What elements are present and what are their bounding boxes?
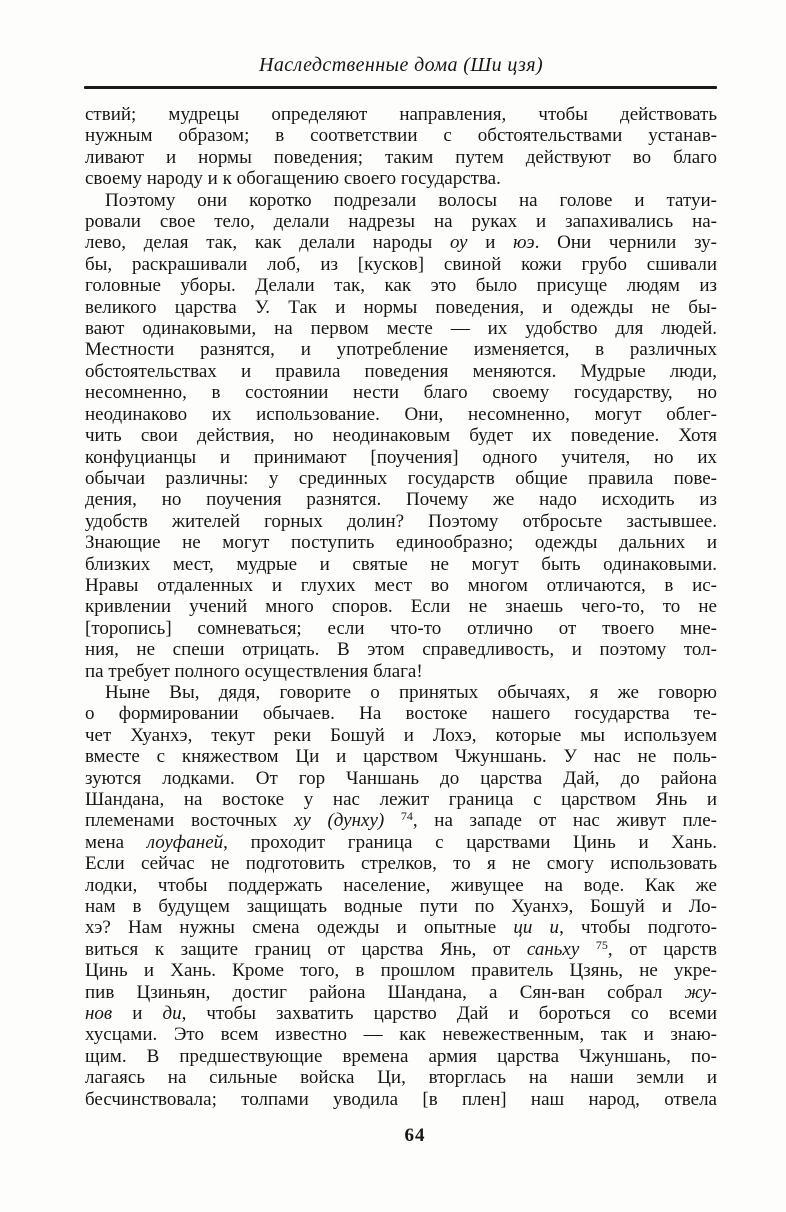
page-number: 64 <box>404 1125 426 1146</box>
body-text <box>85 104 717 1110</box>
text-line <box>85 168 717 189</box>
text-line <box>85 1046 717 1067</box>
text-line <box>85 254 717 275</box>
text-segment: па требует полного осуществления блага! <box>85 660 423 682</box>
text-line <box>85 596 717 617</box>
text-segment: ливают и нормы поведения; таким путем действуют во благо <box>85 146 717 168</box>
text-segment: бы, раскрашивали лоб, из [кусков] свиной кожи грубо сшивали <box>85 253 717 275</box>
text-segment: Нравы отдаленных и глухих мест во многом отличаются, в ис- <box>85 574 717 596</box>
footnote-reference: 74 <box>400 809 413 824</box>
text-line <box>85 896 717 917</box>
text-line <box>85 768 717 789</box>
text-segment: , на западе от нас живут пле- <box>412 810 717 832</box>
text-segment: своему народу и к обогащению своего государства. <box>85 168 501 190</box>
text-segment: чить свои действия, но неодинаковым будет их поведение. Хотя <box>85 425 717 447</box>
text-line <box>85 554 717 575</box>
text-line <box>85 789 717 810</box>
text-segment: [торопись] сомневаться; если что-то отлично от твоего мне- <box>85 617 717 639</box>
text-segment: Цинь и Хань. Кроме того, в прошлом правитель Цзянь, не укре- <box>85 960 717 982</box>
text-segment: о формировании обычаев. На востоке нашего государства те- <box>85 703 717 725</box>
text-line <box>85 147 717 168</box>
text-segment: Шандана, на востоке у нас лежит граница с царством Янь и <box>85 789 717 810</box>
text-line <box>85 382 717 403</box>
text-segment: , от царств <box>607 938 717 960</box>
text-segment: кривлении учений много споров. Если не знаешь чего-то, то не <box>85 596 717 618</box>
text-segment: головные уборы. Делали так, как это было присуще людям из <box>85 275 717 297</box>
text-line <box>85 939 717 960</box>
text-line <box>85 575 717 596</box>
text-segment: вместе с княжеством Ци и царством Чжуншань. У нас не поль- <box>85 746 717 768</box>
text-line <box>85 982 717 1003</box>
text-line <box>85 703 717 724</box>
header-rule-divider <box>84 86 717 89</box>
text-line <box>85 297 717 318</box>
text-segment <box>579 939 596 960</box>
text-line <box>85 682 717 703</box>
running-header: Наследственные дома (Ши цзя) <box>258 54 544 76</box>
italic-term: лоуфаней <box>146 831 224 853</box>
text-segment: Если сейчас не подготовить стрелков, то я не смогу использовать <box>85 853 717 875</box>
text-segment: хэ? Нам нужны смена одежды и опытные <box>85 917 514 939</box>
text-segment: племенами восточных <box>85 810 294 832</box>
text-segment: . Они чернили зу- <box>534 232 718 254</box>
text-segment: нам в будущем защищать водные пути по Хуанхэ, Бошуй и Ло- <box>85 896 717 918</box>
text-segment: виться к защите границ от царства Янь, от <box>85 938 527 960</box>
text-segment: Ныне Вы, дядя, говорите о принятых обычаях, я же говорю <box>105 681 717 703</box>
text-segment: дения, но поучения разнятся. Почему же надо исходить из <box>85 489 717 511</box>
text-segment: Местности разнятся, и употребление изменяется, в различных <box>85 339 717 361</box>
text-segment: , чтобы захватить царство Дай и бороться со всеми <box>181 1003 717 1025</box>
text-segment: и <box>467 232 514 254</box>
text-segment: чет Хуанхэ, текут реки Бошуй и Лохэ, которые мы используем <box>85 724 717 746</box>
text-line <box>85 125 717 146</box>
text-segment: Поэтому они коротко подрезали волосы на голове и татуи- <box>105 189 717 211</box>
text-line <box>85 511 717 532</box>
text-segment: нужным образом; в соответствии с обстоятельствами устанав- <box>85 125 717 147</box>
italic-term: саньху <box>526 938 580 960</box>
text-segment: конфуцианцы и принимают [поучения] одного учителя, но их <box>85 446 717 468</box>
text-line <box>85 746 717 767</box>
text-line <box>85 1089 717 1110</box>
text-segment <box>384 810 401 831</box>
text-line <box>85 1024 717 1045</box>
footnote-reference: 75 <box>595 937 608 952</box>
text-segment: зуются лодками. От гор Чаншань до царства Дай, до района <box>85 767 717 789</box>
text-segment: вают одинаковыми, на первом месте — их удобство для людей. <box>85 318 717 340</box>
italic-term: оу <box>449 232 468 254</box>
text-line <box>85 661 717 682</box>
text-line <box>85 618 717 639</box>
text-segment: лево, делая так, как делали народы <box>85 232 450 254</box>
text-segment: щим. В предшествующие времена армия царства Чжуншань, по- <box>85 1045 717 1067</box>
italic-term: ди <box>162 1003 182 1025</box>
text-line <box>85 832 717 853</box>
italic-term: юэ <box>513 232 535 254</box>
text-line <box>85 917 717 938</box>
text-line <box>85 725 717 746</box>
text-segment: и <box>112 1003 163 1025</box>
text-line <box>85 489 717 510</box>
text-line <box>85 275 717 296</box>
text-line <box>85 1067 717 1088</box>
text-segment: лагаясь на сильные войска Ци, вторглась на наши земли и <box>85 1067 717 1089</box>
text-segment: , чтобы подгото- <box>559 917 718 939</box>
text-segment: бесчинствовала; толпами уводила [в плен] наш народ, отвела <box>85 1088 717 1110</box>
text-segment: лодки, чтобы поддержать население, живущее на воде. Как же <box>85 874 717 896</box>
text-segment: обстоятельствах и правила поведения меняются. Мудрые люди, <box>85 360 717 382</box>
text-line <box>85 425 717 446</box>
text-segment: хусцами. Это всем известно — как невежественным, так и знаю- <box>85 1024 717 1046</box>
text-line <box>85 532 717 553</box>
text-line <box>85 318 717 339</box>
text-line <box>85 875 717 896</box>
text-line <box>85 339 717 360</box>
text-line <box>85 468 717 489</box>
text-line <box>85 1003 717 1024</box>
italic-term: ци и <box>513 917 560 939</box>
text-segment: мена <box>85 831 147 853</box>
text-line <box>85 232 717 253</box>
text-line <box>85 104 717 125</box>
text-segment: , проходит граница с царствами Цинь и Хань. <box>223 831 718 853</box>
italic-term: жу- <box>684 981 717 1003</box>
text-segment: пив Цзиньян, достиг района Шандана, а Сян-ван собрал <box>85 981 685 1003</box>
text-line <box>85 190 717 211</box>
text-segment: несомненно, в состоянии нести благо своему государству, но <box>85 382 717 404</box>
text-segment: Знающие не могут поступить единообразно; одежды дальних и <box>85 532 717 554</box>
text-line <box>85 447 717 468</box>
text-segment: неодинаково их использование. Они, несомненно, могут облег- <box>85 403 717 425</box>
text-segment: ровали свое тело, делали надрезы на руках и запахивались на- <box>85 211 717 233</box>
italic-term: ху (дунху) <box>293 810 385 832</box>
text-line <box>85 960 717 981</box>
text-line <box>85 361 717 382</box>
text-segment: ния, не спеши отрицать. В этом справедливость, и поэтому тол- <box>85 639 717 661</box>
text-line <box>85 810 717 831</box>
text-segment: великого царства У. Так и нормы поведения, и одежды не бы- <box>85 296 717 318</box>
text-segment: обычаи различны: у срединных государств общие правила пове- <box>85 467 717 489</box>
text-line <box>85 211 717 232</box>
text-line <box>85 404 717 425</box>
text-segment: близких мест, мудрые и святые не могут быть одинаковыми. <box>85 553 717 575</box>
italic-term: нов <box>85 1003 113 1025</box>
text-line <box>85 639 717 660</box>
text-segment: ствий; мудрецы определяют направления, чтобы действовать <box>85 104 717 125</box>
text-line <box>85 853 717 874</box>
text-segment: удобств жителей горных долин? Поэтому отбросьте застывшее. <box>85 510 717 532</box>
